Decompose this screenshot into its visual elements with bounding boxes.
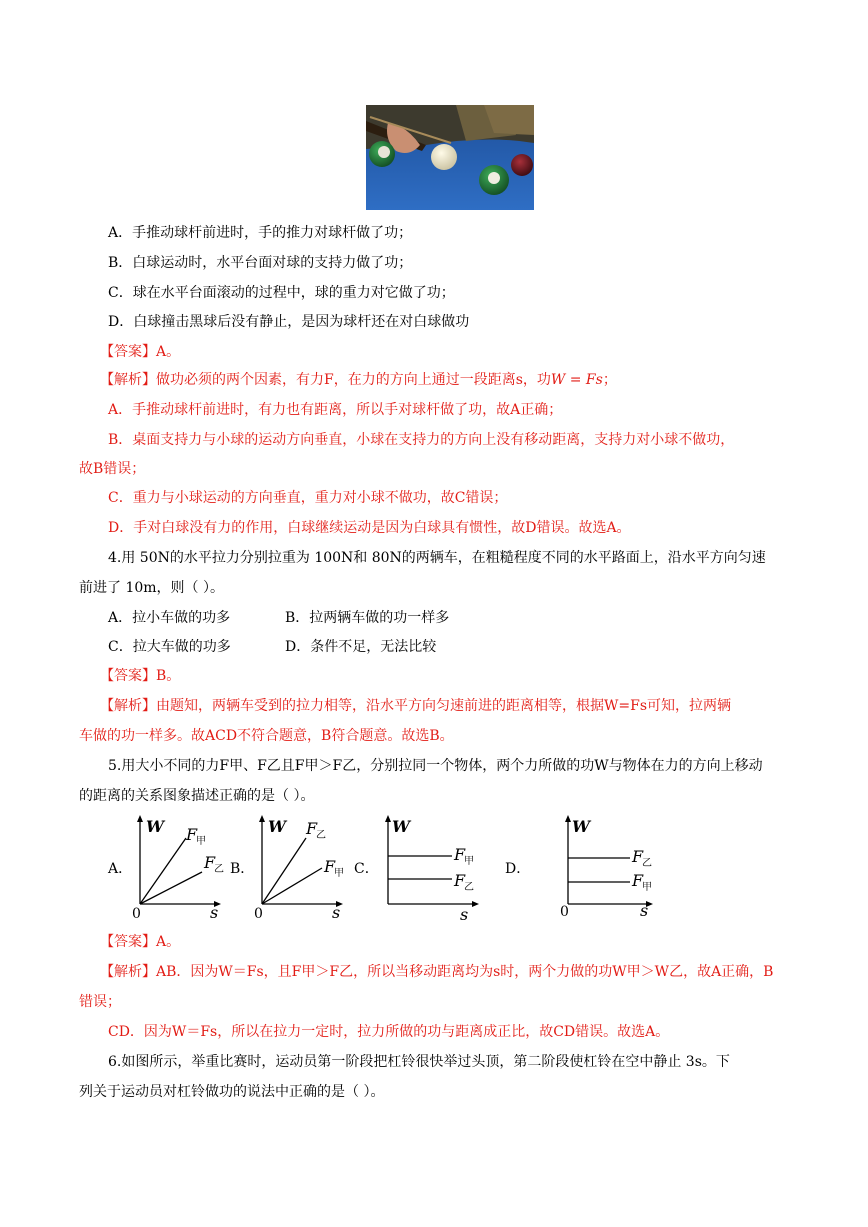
q5-option-label-a: A． — [108, 861, 133, 877]
axis-s-label: s — [640, 901, 649, 920]
f-subscript: 乙 — [214, 864, 224, 875]
q4-stem-line: 4.用 50N的水平拉力分别拉重为 100N和 80N的两辆车，在粗糙程度不同的水平路面上，沿水平方向匀速 — [108, 550, 766, 566]
q4-stem-line: 前进了 10m，则（ ）。 — [79, 580, 224, 596]
y-axis-arrow — [259, 815, 265, 822]
q3-analysis-line: 故B错误； — [79, 461, 146, 477]
q4-answer — [0, 667, 868, 685]
axis-w-label: W — [572, 817, 590, 836]
analysis-tag: 【解析】 — [100, 964, 156, 980]
billiards-photo — [366, 105, 534, 210]
y-axis-arrow — [385, 815, 391, 822]
origin-label: 0 — [132, 906, 141, 922]
answer-value: B。 — [156, 668, 181, 684]
analysis-end: ； — [602, 372, 617, 388]
analysis-formula: W = Fs — [550, 372, 603, 388]
axis-s-label: s — [210, 903, 219, 922]
q5-option-label-c: C． — [354, 861, 379, 877]
q3-option-a: A．手推动球杆前进时，手的推力对球杆做了功； — [108, 225, 413, 241]
axis-w-label: W — [392, 817, 410, 836]
graph-b — [250, 812, 346, 922]
q5-stem-line: 5.用大小不同的力F甲、F乙且F甲＞F乙，分别拉同一个物体，两个力所做的功W与物体在力的方向上移动 — [108, 758, 763, 774]
line-f-jia — [140, 838, 186, 904]
x-axis-arrow — [472, 901, 479, 907]
y-axis-arrow — [137, 815, 143, 822]
q3-analysis-line: B．桌面支持力与小球的运动方向垂直，小球在支持力的方向上没有移动距离，支持力对小球不做功， — [108, 432, 735, 448]
q4-option-c: C．拉大车做的功多 — [108, 639, 231, 655]
q3-option-b: B．白球运动时，水平台面对球的支持力做了功； — [108, 255, 413, 271]
f-label: F — [204, 853, 216, 872]
q5-option-label-d: D． — [505, 861, 531, 877]
line-f-yi — [262, 838, 306, 904]
f-label: F — [632, 871, 644, 890]
q4-analysis — [0, 697, 868, 715]
f-subscript: 甲 — [334, 868, 344, 879]
analysis-intro: 做功必须的两个因素，有力F，在力的方向上通过一段距离s，功 — [156, 372, 551, 388]
q4-option-a: A．拉小车做的功多 — [108, 610, 231, 626]
q3-analysis-line: C．重力与小球运动的方向垂直，重力对小球不做功，故C错误； — [108, 490, 508, 506]
answer-tag: 【答案】 — [100, 344, 156, 360]
q4-option-b: B．拉两辆车做的功一样多 — [285, 610, 450, 626]
origin-label: 0 — [254, 906, 263, 922]
q5-analysis-line: 错误； — [79, 994, 121, 1010]
origin-label: 0 — [560, 904, 569, 920]
axis-s-label: s — [460, 905, 469, 922]
q4-option-d: D．条件不足，无法比较 — [285, 639, 437, 655]
f-label: F — [454, 871, 466, 890]
f-label: F — [306, 819, 318, 838]
q4-analysis-line: 车做的功一样多。故ACD不符合题意，B符合题意。故选B。 — [79, 728, 454, 744]
f-subscript: 甲 — [642, 882, 652, 893]
q5-option-label-b: B． — [230, 861, 255, 877]
graph-c — [376, 812, 486, 922]
analysis-text: 由题知，两辆车受到的拉力相等，沿水平方向匀速前进的距离相等，根据W=Fs可知，拉两辆 — [156, 698, 732, 714]
f-subscript: 乙 — [464, 882, 474, 893]
axis-w-label: W — [268, 817, 286, 836]
q5-analysis-line: CD．因为W＝Fs，所以在拉力一定时，拉力所做的功与距离成正比，故CD错误。故选A。 — [108, 1024, 670, 1040]
answer-value: A。 — [156, 344, 181, 360]
line-f-yi — [140, 872, 202, 904]
axis-s-label: s — [332, 903, 341, 922]
q3-answer — [0, 343, 868, 361]
q3-option-d: D．白球撞击黑球后没有静止，是因为球杆还在对白球做功 — [108, 314, 470, 330]
f-subscript: 甲 — [464, 856, 474, 867]
answer-tag: 【答案】 — [100, 934, 156, 950]
analysis-text: AB．因为W＝Fs，且F甲＞F乙，所以当移动距离均为s时，两个力做的功W甲＞W乙，故A正确，B — [156, 964, 774, 980]
f-subscript: 乙 — [316, 830, 326, 841]
q3-analysis — [0, 371, 868, 389]
q6-stem-line: 列关于运动员对杠铃做功的说法中正确的是（ ）。 — [79, 1084, 385, 1100]
f-subscript: 乙 — [642, 858, 652, 869]
answer-value: A。 — [156, 934, 181, 950]
q3-option-c: C．球在水平台面滚动的过程中，球的重力对它做了功； — [108, 285, 455, 301]
f-label: F — [324, 857, 336, 876]
q4-options-row — [0, 609, 868, 627]
y-axis-arrow — [565, 815, 571, 822]
graph-d — [556, 812, 666, 922]
answer-tag: 【答案】 — [100, 668, 156, 684]
q6-stem-line: 6.如图所示，举重比赛时，运动员第一阶段把杠铃很快举过头顶，第二阶段使杠铃在空中静止 3s。下 — [108, 1054, 730, 1070]
q5-analysis — [0, 963, 868, 981]
axis-w-label: W — [146, 817, 164, 836]
q4-options-row — [0, 638, 868, 656]
f-subscript: 甲 — [196, 836, 206, 847]
analysis-tag: 【解析】 — [100, 698, 156, 714]
q3-analysis-line: A．手推动球杆前进时，有力也有距离，所以手对球杆做了功，故A正确； — [108, 402, 563, 418]
f-label: F — [632, 847, 644, 866]
analysis-tag: 【解析】 — [100, 372, 156, 388]
q5-stem-line: 的距离的关系图象描述正确的是（ ）。 — [79, 788, 315, 804]
graph-a — [128, 812, 224, 922]
f-label: F — [186, 825, 198, 844]
q3-analysis-line: D．手对白球没有力的作用，白球继续运动是因为白球具有惯性，故D错误。故选A。 — [108, 520, 631, 536]
q5-answer — [0, 933, 868, 951]
f-label: F — [454, 845, 466, 864]
line-f-jia — [262, 868, 322, 904]
